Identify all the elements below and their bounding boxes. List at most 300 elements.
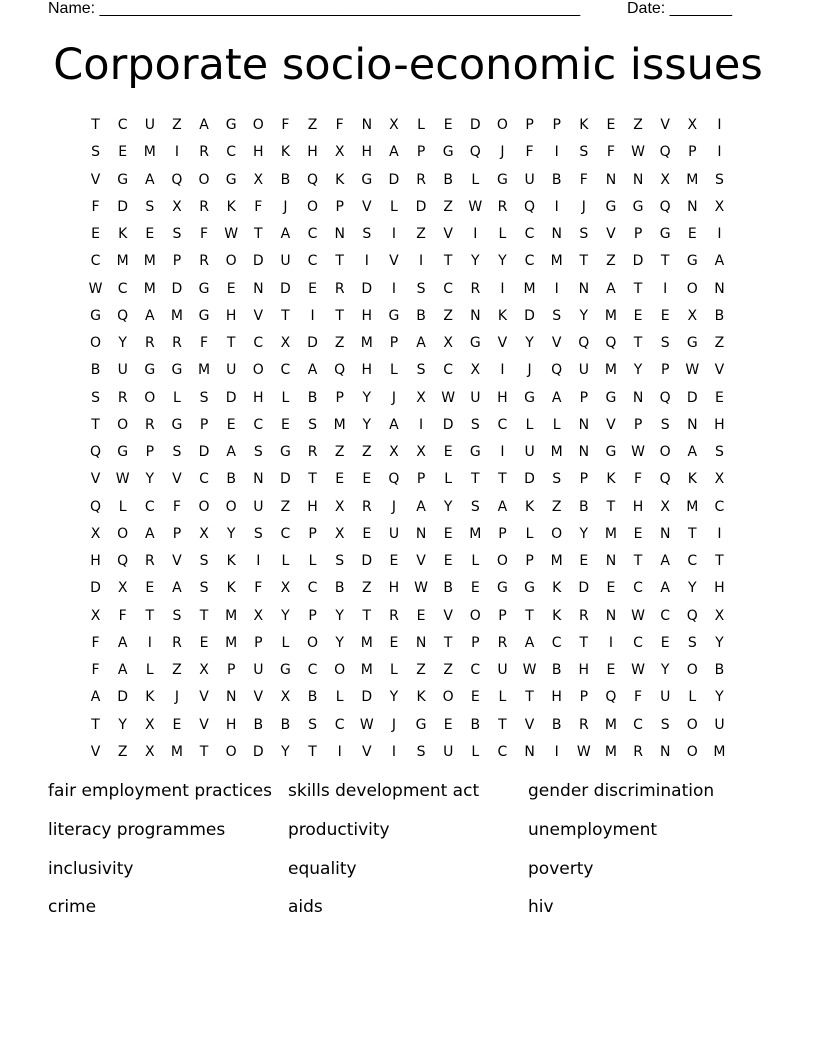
- grid-letter: O: [496, 553, 508, 569]
- grid-letter: Y: [362, 416, 372, 433]
- grid-letter: N: [605, 171, 617, 188]
- grid-letter: P: [226, 662, 236, 678]
- grid-letter: H: [361, 144, 373, 161]
- grid-letter: Q: [605, 335, 617, 351]
- grid-letter: M: [170, 743, 183, 760]
- grid-letter: U: [253, 498, 264, 515]
- grid-letter: Q: [469, 144, 481, 161]
- grid-letter: S: [335, 553, 345, 569]
- grid-letter: S: [416, 743, 426, 760]
- grid-letter: W: [115, 471, 130, 488]
- grid-letter: S: [579, 226, 589, 242]
- header: [48, 0, 748, 20]
- grid-letter: M: [170, 307, 183, 324]
- word-list-item: skills development act: [288, 781, 480, 801]
- grid-letter: R: [144, 335, 155, 351]
- grid-letter: M: [469, 525, 482, 542]
- grid-letter: Y: [579, 525, 589, 542]
- grid-letter: V: [253, 689, 264, 706]
- grid-letter: Z: [443, 307, 453, 324]
- grid-letter: L: [688, 689, 697, 706]
- grid-row: [82, 139, 733, 166]
- grid-letter: O: [334, 662, 346, 678]
- grid-letter: U: [470, 389, 481, 406]
- grid-letter: E: [660, 307, 670, 324]
- grid-letter: M: [198, 362, 211, 379]
- grid-letter: G: [442, 144, 454, 161]
- grid-letter: G: [469, 335, 481, 351]
- grid-letter: Z: [416, 226, 426, 242]
- grid-letter: H: [225, 307, 237, 324]
- grid-letter: Q: [171, 171, 183, 188]
- grid-letter: C: [307, 580, 318, 597]
- grid-letter: M: [604, 525, 617, 542]
- grid-letter: O: [225, 253, 237, 270]
- grid-letter: C: [226, 144, 237, 161]
- grid-letter: W: [359, 716, 374, 733]
- grid-letter: R: [578, 607, 589, 624]
- grid-letter: W: [441, 389, 456, 406]
- grid-letter: D: [388, 171, 400, 188]
- grid-letter: K: [416, 689, 426, 706]
- grid-letter: G: [659, 226, 671, 242]
- grid-row: [82, 657, 733, 684]
- grid-letter: I: [500, 444, 505, 460]
- grid-letter: L: [552, 416, 561, 433]
- grid-letter: S: [362, 226, 372, 242]
- grid-letter: O: [252, 362, 264, 379]
- grid-letter: H: [361, 362, 373, 379]
- grid-letter: I: [500, 362, 505, 379]
- grid-letter: U: [524, 171, 535, 188]
- grid-letter: N: [524, 743, 535, 760]
- grid-letter: A: [145, 307, 155, 324]
- grid-letter: V: [90, 171, 101, 188]
- grid-letter: V: [714, 362, 725, 379]
- word-list-item: poverty: [528, 858, 594, 879]
- grid-letter: T: [606, 498, 616, 515]
- grid-letter: C: [144, 498, 155, 515]
- grid-letter: S: [308, 416, 317, 433]
- grid-letter: L: [444, 471, 453, 488]
- grid-letter: E: [226, 416, 236, 433]
- grid-letter: R: [172, 634, 182, 651]
- grid-letter: K: [226, 580, 236, 597]
- grid-letter: P: [172, 525, 182, 542]
- grid-letter: S: [552, 471, 562, 488]
- grid-letter: Q: [686, 607, 698, 624]
- grid-letter: A: [687, 444, 698, 460]
- grid-letter: P: [525, 117, 534, 133]
- grid-letter: A: [226, 444, 236, 460]
- grid-row: [82, 494, 733, 521]
- grid-letter: C: [90, 253, 101, 270]
- grid-letter: C: [687, 553, 698, 569]
- grid-letter: X: [443, 335, 453, 351]
- grid-letter: C: [633, 580, 643, 597]
- grid-letter: E: [389, 634, 399, 651]
- grid-letter: G: [524, 389, 535, 406]
- grid-letter: E: [633, 525, 643, 542]
- grid-letter: O: [144, 389, 156, 406]
- grid-letter: G: [117, 444, 129, 460]
- grid-letter: P: [416, 471, 426, 488]
- grid-row: [82, 439, 733, 466]
- grid-letter: E: [470, 580, 480, 597]
- grid-letter: T: [91, 117, 100, 133]
- grid-letter: S: [660, 416, 670, 433]
- grid-letter: H: [307, 144, 318, 161]
- grid-letter: F: [91, 662, 100, 678]
- grid-letter: D: [252, 743, 264, 760]
- grid-letter: R: [389, 607, 399, 624]
- grid-letter: C: [497, 743, 508, 760]
- grid-letter: T: [308, 743, 317, 760]
- grid-letter: C: [307, 226, 318, 242]
- grid-letter: P: [579, 389, 589, 406]
- grid-letter: X: [416, 444, 426, 460]
- grid-letter: P: [633, 226, 643, 242]
- grid-letter: M: [116, 253, 129, 270]
- grid-letter: Q: [307, 171, 319, 188]
- grid-letter: S: [91, 389, 100, 406]
- grid-letter: H: [307, 498, 318, 515]
- grid-letter: P: [172, 253, 182, 270]
- grid-letter: U: [117, 362, 128, 379]
- word-list-item: gender discrimination: [528, 781, 715, 801]
- grid-letter: W: [631, 607, 645, 624]
- grid-letter: F: [254, 580, 263, 597]
- grid-letter: J: [391, 498, 396, 515]
- grid-letter: O: [117, 525, 129, 542]
- grid-letter: B: [443, 171, 453, 188]
- grid-letter: O: [252, 117, 264, 133]
- grid-letter: B: [551, 716, 562, 733]
- grid-letter: M: [604, 716, 617, 733]
- grid-letter: R: [470, 280, 481, 297]
- grid-letter: V: [443, 226, 453, 242]
- grid-letter: J: [391, 389, 396, 406]
- grid-letter: N: [415, 634, 427, 651]
- grid-letter: N: [334, 226, 345, 242]
- grid-letter: Z: [443, 662, 453, 678]
- grid-letter: T: [525, 689, 534, 706]
- grid-row: [82, 739, 733, 766]
- grid-letter: I: [500, 280, 505, 297]
- grid-letter: U: [226, 362, 237, 379]
- grid-letter: L: [281, 553, 290, 569]
- grid-letter: F: [118, 607, 127, 624]
- grid-letter: L: [145, 662, 154, 678]
- grid-letter: K: [226, 198, 236, 215]
- grid-letter: Q: [90, 444, 102, 460]
- grid-row: [82, 330, 733, 357]
- grid-letter: T: [688, 525, 697, 542]
- grid-letter: P: [389, 335, 399, 351]
- grid-letter: S: [172, 444, 182, 460]
- grid-letter: A: [199, 117, 209, 133]
- grid-letter: C: [199, 471, 209, 488]
- grid-letter: J: [527, 362, 532, 379]
- grid-letter: N: [659, 525, 671, 542]
- grid-letter: X: [687, 117, 698, 133]
- grid-letter: P: [498, 525, 507, 542]
- grid-letter: H: [551, 689, 562, 706]
- grid-row: [82, 684, 733, 711]
- grid-letter: B: [416, 307, 426, 324]
- grid-letter: T: [362, 607, 372, 624]
- word-list-item: unemployment: [528, 819, 658, 840]
- grid-letter: L: [498, 689, 507, 706]
- grid-letter: O: [307, 634, 319, 651]
- grid-letter: E: [443, 525, 453, 542]
- grid-letter: S: [470, 498, 480, 515]
- grid-letter: A: [145, 525, 155, 542]
- grid-letter: W: [631, 444, 645, 460]
- grid-letter: D: [686, 389, 698, 406]
- grid-row: [82, 194, 733, 221]
- grid-letter: K: [579, 117, 589, 133]
- grid-letter: A: [389, 144, 399, 161]
- grid-letter: Y: [525, 335, 534, 351]
- grid-letter: D: [415, 198, 427, 215]
- grid-letter: Z: [334, 444, 345, 460]
- grid-letter: A: [117, 662, 128, 678]
- grid-letter: F: [634, 689, 643, 706]
- grid-letter: I: [717, 525, 722, 542]
- grid-letter: E: [416, 607, 426, 624]
- grid-letter: E: [443, 117, 453, 133]
- grid-letter: V: [90, 471, 101, 488]
- grid-letter: R: [497, 198, 508, 215]
- grid-letter: G: [388, 307, 400, 324]
- grid-letter: A: [416, 498, 426, 515]
- grid-letter: S: [199, 580, 209, 597]
- grid-letter: I: [554, 743, 559, 760]
- grid-letter: J: [500, 144, 505, 161]
- grid-letter: C: [660, 607, 671, 624]
- grid-letter: C: [524, 226, 535, 242]
- grid-letter: N: [605, 607, 617, 624]
- grid-letter: P: [498, 607, 507, 624]
- grid-letter: E: [226, 280, 236, 297]
- grid-letter: P: [335, 198, 344, 215]
- grid-letter: A: [714, 253, 725, 270]
- grid-letter: L: [118, 498, 127, 515]
- grid-letter: D: [361, 689, 373, 706]
- grid-letter: P: [335, 389, 344, 406]
- grid-letter: O: [198, 498, 210, 515]
- grid-letter: G: [225, 117, 237, 133]
- grid-letter: Y: [688, 580, 697, 597]
- grid-letter: K: [687, 471, 697, 488]
- grid-letter: I: [256, 553, 261, 569]
- grid-letter: H: [497, 389, 508, 406]
- grid-letter: V: [199, 689, 209, 706]
- grid-letter: E: [172, 716, 182, 733]
- grid-letter: E: [362, 525, 372, 542]
- grid-letter: G: [497, 580, 508, 597]
- grid-letter: N: [225, 689, 237, 706]
- grid-letter: Y: [362, 389, 372, 406]
- grid-letter: B: [226, 471, 236, 488]
- grid-letter: A: [551, 389, 562, 406]
- grid-letter: X: [90, 525, 101, 542]
- grid-letter: V: [362, 743, 372, 760]
- grid-letter: R: [199, 198, 209, 215]
- grid-letter: B: [443, 580, 453, 597]
- grid-letter: E: [335, 471, 345, 488]
- grid-letter: M: [225, 634, 238, 651]
- grid-letter: K: [118, 226, 128, 242]
- grid-letter: N: [632, 171, 644, 188]
- grid-row: [82, 248, 733, 275]
- grid-letter: N: [632, 389, 644, 406]
- grid-letter: Q: [388, 471, 400, 488]
- grid-letter: V: [199, 716, 209, 733]
- grid-letter: X: [145, 743, 155, 760]
- grid-row: [82, 630, 733, 657]
- word-list-item: literacy programmes: [48, 819, 226, 840]
- grid-letter: R: [144, 416, 155, 433]
- grid-letter: W: [576, 743, 591, 760]
- grid-letter: H: [578, 662, 590, 678]
- grid-letter: B: [90, 362, 101, 379]
- grid-letter: Z: [117, 743, 128, 760]
- grid-letter: D: [361, 280, 373, 297]
- grid-letter: B: [579, 498, 589, 515]
- grid-letter: X: [714, 607, 725, 624]
- grid-letter: S: [416, 362, 426, 379]
- word-list-item: hiv: [528, 897, 554, 918]
- grid-letter: F: [525, 144, 534, 161]
- grid-letter: G: [361, 171, 373, 188]
- grid-letter: G: [280, 662, 291, 678]
- grid-letter: P: [579, 471, 589, 488]
- grid-letter: D: [198, 444, 210, 460]
- grid-letter: T: [579, 253, 589, 270]
- grid-letter: M: [604, 743, 617, 760]
- grid-letter: L: [471, 553, 480, 569]
- grid-letter: D: [117, 198, 129, 215]
- grid-letter: Q: [659, 471, 671, 488]
- grid-letter: X: [714, 471, 725, 488]
- grid-letter: C: [551, 634, 562, 651]
- grid-letter: O: [551, 525, 563, 542]
- grid-letter: T: [335, 307, 344, 324]
- grid-letter: E: [606, 580, 616, 597]
- grid-letter: R: [307, 444, 318, 460]
- grid-letter: V: [389, 253, 399, 270]
- grid-letter: L: [471, 743, 480, 760]
- grid-letter: S: [416, 280, 426, 297]
- grid-letter: T: [335, 253, 344, 270]
- grid-letter: T: [443, 253, 453, 270]
- grid-letter: X: [389, 444, 399, 460]
- grid-letter: X: [660, 171, 670, 188]
- word-list-item: aids: [288, 897, 323, 918]
- grid-row: [82, 167, 733, 194]
- grid-letter: G: [605, 444, 617, 460]
- grid-letter: T: [443, 634, 453, 651]
- grid-letter: H: [714, 580, 725, 597]
- grid-letter: V: [172, 471, 182, 488]
- grid-letter: X: [280, 335, 291, 351]
- grid-letter: Y: [715, 634, 724, 651]
- grid-letter: K: [497, 307, 508, 324]
- grid-letter: Y: [443, 498, 453, 515]
- grid-row: [82, 466, 733, 493]
- grid-letter: E: [715, 389, 724, 406]
- grid-letter: L: [281, 634, 290, 651]
- grid-letter: F: [634, 471, 643, 488]
- grid-letter: H: [253, 144, 264, 161]
- grid-letter: O: [90, 335, 102, 351]
- grid-letter: I: [147, 634, 152, 651]
- grid-letter: H: [361, 307, 373, 324]
- word-list-item: equality: [288, 858, 357, 879]
- grid-letter: I: [418, 253, 424, 270]
- grid-row: [82, 548, 733, 575]
- grid-letter: L: [525, 525, 534, 542]
- grid-letter: X: [389, 117, 399, 133]
- grid-letter: V: [443, 607, 453, 624]
- grid-letter: Y: [281, 743, 290, 760]
- grid-letter: O: [469, 607, 481, 624]
- grid-letter: G: [686, 253, 698, 270]
- grid-letter: U: [578, 362, 589, 379]
- grid-letter: U: [524, 444, 535, 460]
- grid-letter: M: [550, 253, 563, 270]
- grid-letter: P: [552, 117, 561, 133]
- grid-letter: E: [145, 226, 155, 242]
- grid-letter: E: [660, 634, 670, 651]
- grid-letter: I: [717, 226, 722, 242]
- grid-letter: D: [524, 471, 535, 488]
- grid-letter: S: [579, 144, 589, 161]
- grid-letter: F: [172, 498, 181, 515]
- grid-letter: G: [171, 416, 183, 433]
- grid-row: [82, 603, 733, 630]
- grid-letter: E: [606, 662, 616, 678]
- grid-letter: X: [687, 307, 698, 324]
- grid-letter: Z: [551, 498, 562, 515]
- grid-letter: F: [91, 198, 100, 215]
- grid-letter: N: [578, 280, 590, 297]
- grid-letter: P: [199, 416, 209, 433]
- grid-letter: T: [633, 553, 643, 569]
- grid-letter: E: [91, 226, 100, 242]
- grid-letter: B: [470, 716, 481, 733]
- grid-letter: L: [498, 226, 507, 242]
- grid-letter: Y: [498, 253, 507, 270]
- grid-letter: E: [606, 117, 616, 133]
- grid-letter: I: [174, 144, 179, 161]
- grid-letter: L: [390, 198, 398, 215]
- grid-letter: N: [415, 525, 427, 542]
- grid-letter: R: [144, 553, 155, 569]
- grid-letter: H: [714, 416, 725, 433]
- grid-letter: H: [225, 716, 237, 733]
- grid-letter: I: [337, 743, 342, 760]
- grid-letter: X: [199, 525, 209, 542]
- grid-letter: Z: [172, 662, 182, 678]
- grid-letter: K: [552, 607, 562, 624]
- grid-letter: G: [524, 580, 535, 597]
- grid-letter: A: [606, 280, 616, 297]
- grid-letter: M: [360, 634, 373, 651]
- word-list: [48, 777, 768, 932]
